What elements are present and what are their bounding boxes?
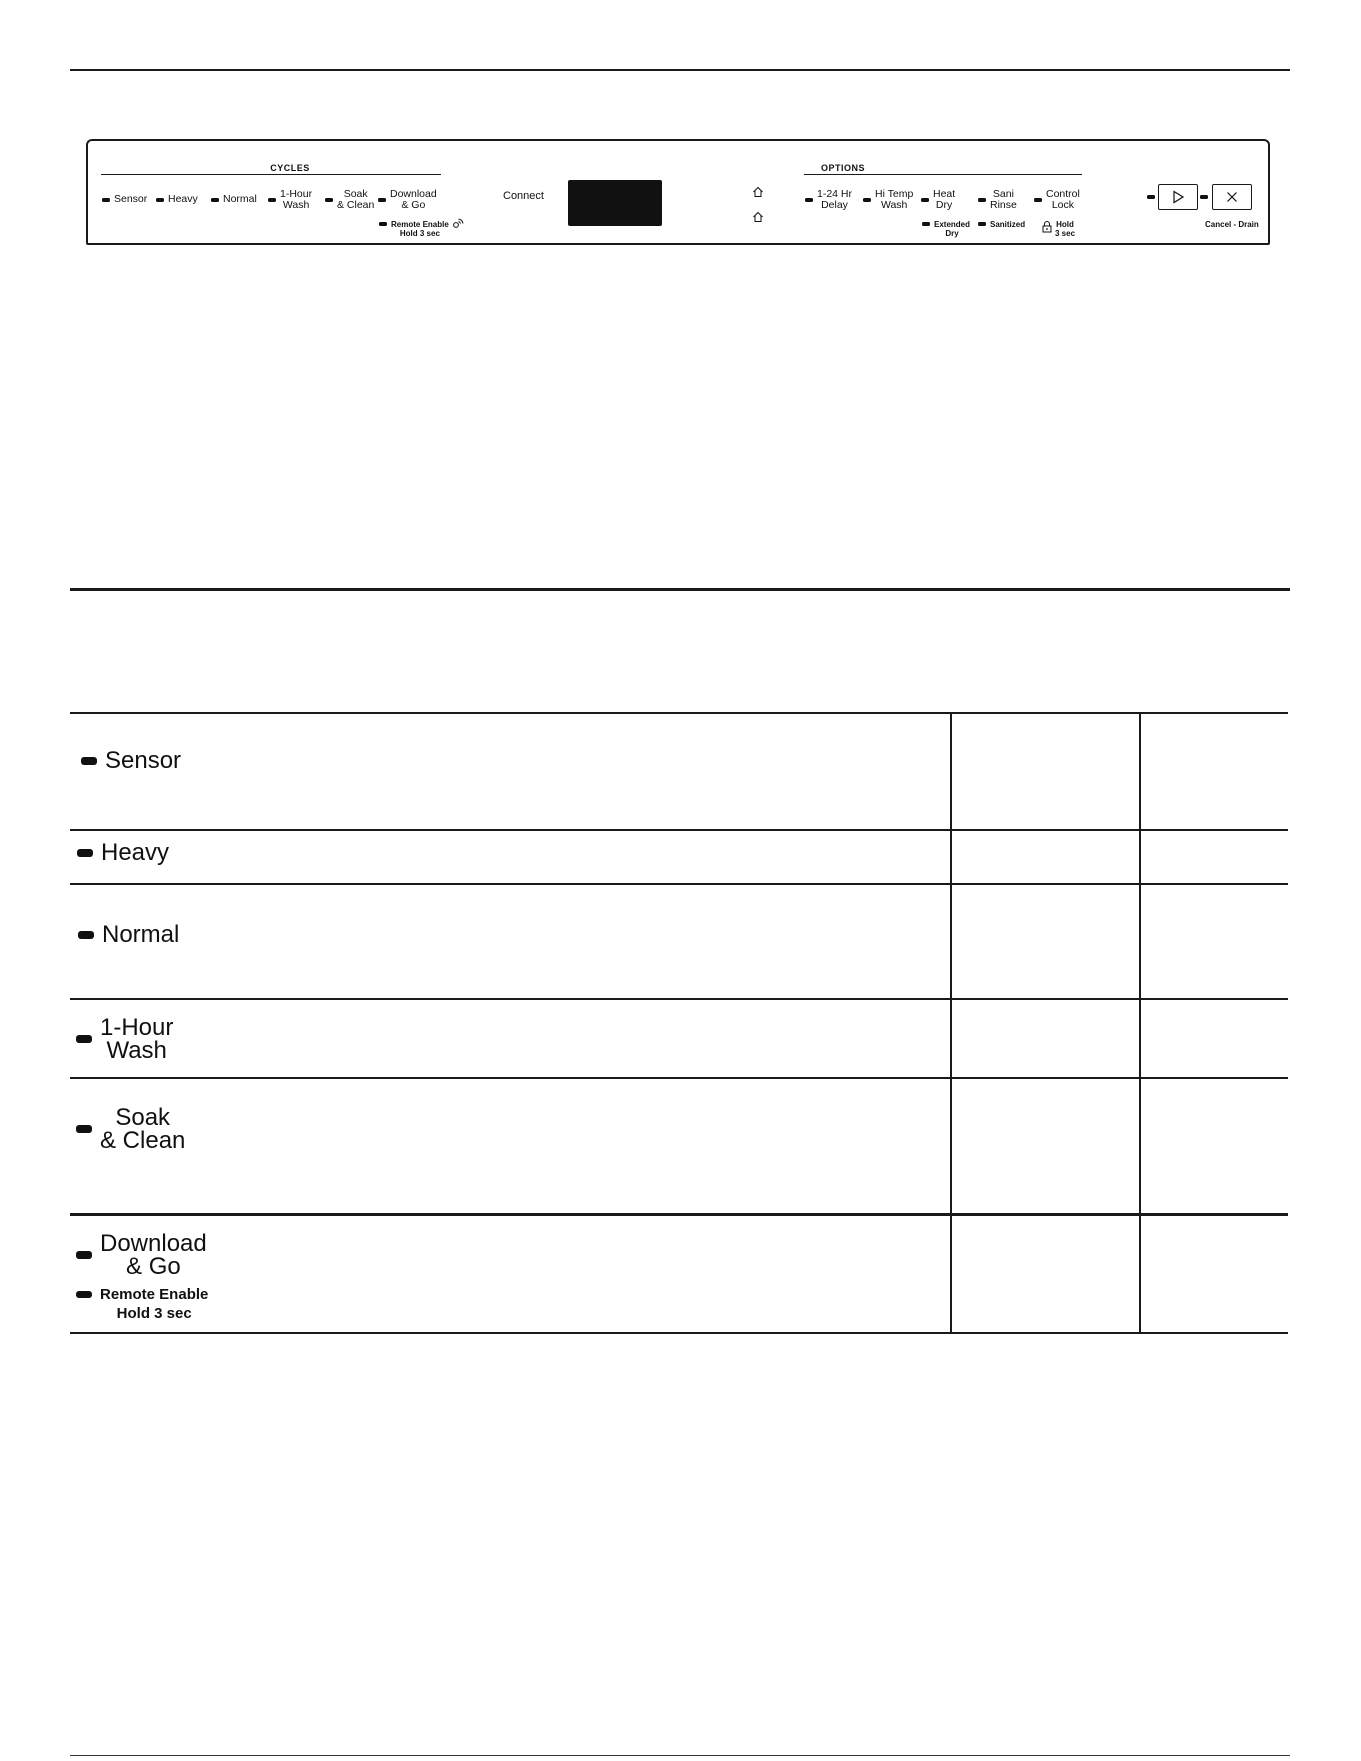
indicator-light xyxy=(268,198,276,202)
indicator-light xyxy=(978,198,986,202)
table-row-1-hour-wash: 1-Hour Wash xyxy=(76,1016,173,1062)
indicator-light xyxy=(378,198,386,202)
panel-cycle-normal[interactable]: Normal xyxy=(211,194,257,205)
indicator-light xyxy=(379,222,387,226)
table-column-divider xyxy=(950,713,952,1334)
indicator-light xyxy=(325,198,333,202)
indicator-light xyxy=(102,198,110,202)
table-row-divider xyxy=(70,998,1288,1000)
indicator-light xyxy=(922,222,930,226)
indicator-light xyxy=(211,198,219,202)
start-button[interactable] xyxy=(1158,184,1198,210)
remote-signal-icon xyxy=(452,217,464,229)
bottom-rule xyxy=(70,1755,1290,1756)
sanitized-indicator: Sanitized xyxy=(978,220,1025,229)
table-row-divider xyxy=(70,1213,1288,1216)
table-row-divider xyxy=(70,883,1288,885)
table-row-divider xyxy=(70,1077,1288,1079)
panel-option-heat-dry[interactable]: Heat Dry xyxy=(921,189,955,211)
indicator-light xyxy=(76,1035,92,1043)
start-indicator-light xyxy=(1147,195,1155,199)
panel-cycle-soak-clean[interactable]: Soak & Clean xyxy=(325,189,374,211)
indicator-light xyxy=(76,1125,92,1133)
table-row-soak-clean: Soak & Clean xyxy=(76,1106,185,1152)
panel-option-delay[interactable]: 1-24 Hr Delay xyxy=(805,189,852,211)
indicator-light xyxy=(156,198,164,202)
indicator-light xyxy=(805,198,813,202)
table-bottom-border xyxy=(70,1332,1288,1334)
cycles-title: CYCLES xyxy=(270,163,310,173)
indicator-light xyxy=(863,198,871,202)
cancel-icon xyxy=(1226,191,1238,203)
cancel-drain-button[interactable] xyxy=(1212,184,1252,210)
table-row-normal: Normal xyxy=(78,923,179,946)
table-row-sensor: Sensor xyxy=(81,749,181,772)
top-rule xyxy=(70,69,1290,71)
cycles-underline xyxy=(101,174,441,175)
table-row-divider xyxy=(70,829,1288,831)
extended-dry-indicator: Extended Dry xyxy=(922,220,970,238)
section-rule xyxy=(70,588,1290,591)
table-row-download-go: Download & Go xyxy=(76,1232,207,1278)
table-row-remote-enable: Remote Enable Hold 3 sec xyxy=(76,1285,208,1323)
panel-option-sani-rinse[interactable]: Sani Rinse xyxy=(978,189,1017,211)
panel-connect-label: Connect xyxy=(503,190,544,202)
panel-option-hi-temp-wash[interactable]: Hi Temp Wash xyxy=(863,189,913,211)
options-title: OPTIONS xyxy=(820,163,865,173)
start-icon xyxy=(1171,190,1185,204)
indicator-light xyxy=(76,1291,92,1298)
table-row-heavy: Heavy xyxy=(77,841,169,864)
panel-cycle-download-go[interactable]: Download & Go xyxy=(378,189,437,211)
home-icon xyxy=(752,186,764,198)
home-icon xyxy=(752,211,764,223)
indicator-light xyxy=(978,222,986,226)
indicator-light xyxy=(1034,198,1042,202)
cancel-drain-label: Cancel - Drain xyxy=(1205,220,1259,229)
table-top-border xyxy=(70,712,1288,714)
indicator-light xyxy=(78,931,94,939)
panel-remote-enable[interactable]: Remote Enable Hold 3 sec xyxy=(379,220,449,238)
panel-option-control-lock[interactable]: Control Lock xyxy=(1034,189,1080,211)
indicator-light xyxy=(921,198,929,202)
control-panel xyxy=(86,139,1270,245)
status-display xyxy=(568,180,662,226)
indicator-light xyxy=(77,849,93,857)
panel-cycle-heavy[interactable]: Heavy xyxy=(156,194,198,205)
indicator-light xyxy=(76,1251,92,1259)
cancel-indicator-light xyxy=(1200,195,1208,199)
indicator-light xyxy=(81,757,97,765)
panel-cycle-sensor[interactable]: Sensor xyxy=(102,194,147,205)
hold-lock-label: Hold 3 sec xyxy=(1055,220,1076,238)
options-underline xyxy=(804,174,1082,175)
table-column-divider xyxy=(1139,713,1141,1334)
panel-cycle-1-hour-wash[interactable]: 1-Hour Wash xyxy=(268,189,312,211)
lock-icon xyxy=(1042,220,1052,233)
